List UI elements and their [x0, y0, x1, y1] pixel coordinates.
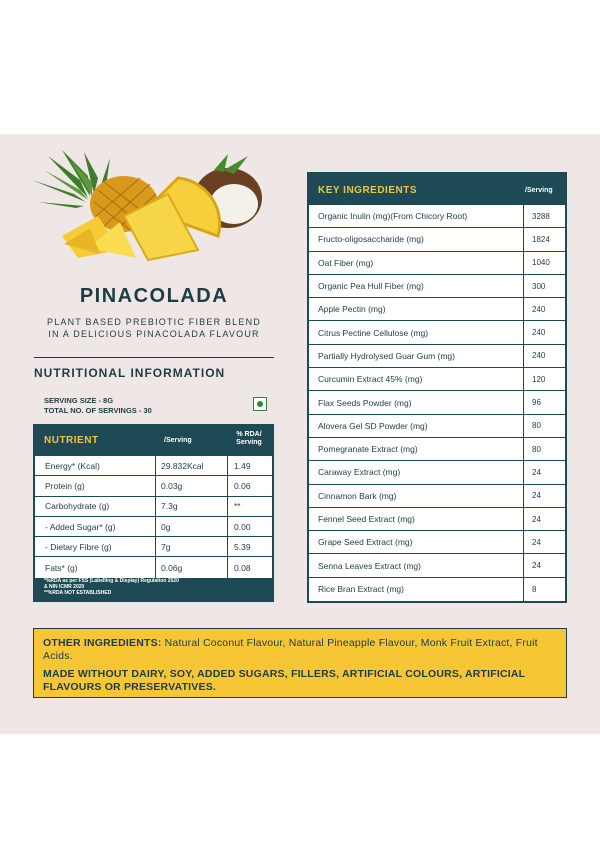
- nutrient-column-header: NUTRIENT: [44, 435, 99, 446]
- ingredient-name-cell: Pomegranate Extract (mg): [309, 438, 524, 460]
- nutrition-section-title: NUTRITIONAL INFORMATION: [34, 366, 226, 380]
- ingredient-name-cell: Alovera Gel SD Powder (mg): [309, 415, 524, 437]
- other-ingredients-label: OTHER INGREDIENTS:: [43, 637, 162, 649]
- ingredient-name-cell: Apple Pectin (mg): [309, 298, 524, 320]
- product-name: PINACOLADA: [79, 285, 229, 307]
- ingredient-name-cell: Fructo-oligosaccharide (mg): [309, 228, 524, 250]
- other-ingredients-text: [43, 637, 557, 663]
- table-row: [35, 557, 272, 577]
- ingredient-value-cell: 300: [532, 281, 546, 291]
- ingredient-value-cell: 24: [532, 491, 541, 501]
- ingredient-value-cell: 80: [532, 421, 541, 431]
- free-from-claim: [43, 668, 557, 694]
- ingredient-value-cell: 96: [532, 398, 541, 408]
- ingredient-value-cell: 24: [532, 514, 541, 524]
- serving-value-cell: 0.03g: [156, 476, 228, 495]
- section-divider: [34, 357, 274, 358]
- ingredient-value-cell: 1824: [532, 234, 550, 244]
- product-subtitle: [28, 316, 280, 340]
- rda-value-cell: 0.00: [234, 521, 251, 532]
- rda-column-header: [229, 431, 269, 447]
- table-row: [309, 228, 565, 251]
- nutrient-name-cell: Energy* (Kcal): [35, 456, 156, 475]
- nutrition-footnote: [44, 578, 179, 596]
- table-row: [309, 391, 565, 414]
- serving-value-cell: 29.832Kcal: [156, 456, 228, 475]
- nutrient-name-cell: - Dietary Fibre (g): [35, 537, 156, 556]
- table-row: [309, 438, 565, 461]
- ingredient-value-cell: 240: [532, 304, 546, 314]
- rda-header-line1: % RDA/: [236, 431, 262, 438]
- serving-column-header: /Serving: [164, 437, 192, 444]
- ingredient-value-cell: 8: [532, 584, 537, 594]
- ingredient-name-cell: Partially Hydrolysed Guar Gum (mg): [309, 345, 524, 367]
- table-row: [35, 517, 272, 537]
- ingredient-name-cell: Grape Seed Extract (mg): [309, 531, 524, 553]
- footnote-line3: **%RDA NOT ESTABLISHED: [44, 590, 112, 596]
- veg-mark-icon: [253, 397, 267, 411]
- table-row: [309, 415, 565, 438]
- other-ingredients-list: Natural Coconut Flavour, Natural Pineapple Flavour, Monk Fruit Extract, Fruit Acids.: [43, 637, 538, 662]
- pineapple-coconut-illustration: [28, 150, 264, 266]
- nutrient-name-cell: - Added Sugar* (g): [35, 517, 156, 536]
- ingredient-value-cell: 240: [532, 351, 546, 361]
- rda-value-cell: **: [234, 501, 241, 512]
- table-row: [309, 485, 565, 508]
- table-row: [309, 578, 565, 601]
- ingredient-name-cell: Flax Seeds Powder (mg): [309, 391, 524, 413]
- ingredient-value-cell: 24: [532, 467, 541, 477]
- table-row: [309, 345, 565, 368]
- table-row: [35, 497, 272, 517]
- key-ingredients-header: [307, 172, 567, 205]
- key-serving-header: /Serving: [525, 187, 553, 194]
- serving-value-cell: 0g: [156, 517, 228, 536]
- nutrient-name-cell: Protein (g): [35, 476, 156, 495]
- serving-value-cell: 7.3g: [156, 497, 228, 516]
- ingredient-name-cell: Organic Inulin (mg)(From Chicory Root): [309, 205, 524, 227]
- ingredient-value-cell: 24: [532, 537, 541, 547]
- key-ingredients-table: [307, 172, 567, 603]
- table-row: [309, 554, 565, 577]
- serving-info: [44, 396, 152, 416]
- table-row: [309, 531, 565, 554]
- product-subtitle-line2: IN A DELICIOUS PINACOLADA FLAVOUR: [48, 329, 260, 339]
- product-subtitle-line1: PLANT BASED PREBIOTIC FIBER BLEND: [47, 317, 261, 327]
- other-ingredients-box: [33, 628, 567, 698]
- nutrient-name-cell: Fats* (g): [35, 557, 156, 577]
- table-row: [309, 252, 565, 275]
- ingredient-name-cell: Curcumin Extract 45% (mg): [309, 368, 524, 390]
- ingredient-value-cell: 120: [532, 374, 546, 384]
- ingredient-name-cell: Caraway Extract (mg): [309, 461, 524, 483]
- ingredient-name-cell: Oat Fiber (mg): [309, 252, 524, 274]
- rda-value-cell: 1.49: [234, 460, 251, 471]
- table-row: [309, 205, 565, 228]
- key-ingredients-title: KEY INGREDIENTS: [318, 185, 417, 196]
- table-row: [309, 298, 565, 321]
- table-row: [35, 476, 272, 496]
- total-servings: TOTAL NO. OF SERVINGS - 30: [44, 406, 152, 415]
- ingredient-value-cell: 1040: [532, 258, 550, 268]
- serving-value-cell: 7g: [156, 537, 228, 556]
- footnote-line1: *%RDA as per FSS (Labelling & Display) Regulation 2020: [44, 578, 179, 584]
- ingredient-value-cell: 240: [532, 328, 546, 338]
- key-ingredients-body: [309, 205, 565, 601]
- ingredient-name-cell: Cinnamon Bark (mg): [309, 485, 524, 507]
- rda-value-cell: 0.06: [234, 480, 251, 491]
- serving-value-cell: 0.06g: [156, 557, 228, 577]
- table-row: [309, 368, 565, 391]
- ingredient-value-cell: 80: [532, 444, 541, 454]
- ingredient-name-cell: Fennel Seed Extract (mg): [309, 508, 524, 530]
- ingredient-value-cell: 3288: [532, 211, 550, 221]
- table-row: [35, 537, 272, 557]
- rda-header-line2: Serving: [236, 439, 262, 446]
- nutrient-name-cell: Carbohydrate (g): [35, 497, 156, 516]
- rda-value-cell: 0.08: [234, 562, 251, 573]
- rda-value-cell: 5.39: [234, 541, 251, 552]
- footnote-line2: & NIN ICMR 2020: [44, 584, 85, 590]
- table-row: [35, 456, 272, 476]
- serving-size: SERVING SIZE - 8G: [44, 396, 114, 405]
- table-row: [309, 461, 565, 484]
- nutrition-table: [33, 424, 274, 602]
- ingredient-name-cell: Senna Leaves Extract (mg): [309, 554, 524, 576]
- ingredient-name-cell: Organic Pea Hull Fiber (mg): [309, 275, 524, 297]
- ingredient-name-cell: Citrus Pectine Cellulose (mg): [309, 321, 524, 343]
- ingredient-value-cell: 24: [532, 561, 541, 571]
- table-row: [309, 508, 565, 531]
- ingredient-name-cell: Rice Bran Extract (mg): [309, 578, 524, 601]
- table-row: [309, 275, 565, 298]
- nutrition-table-header: [33, 424, 274, 456]
- table-row: [309, 321, 565, 344]
- free-from-claim-text: MADE WITHOUT DAIRY, SOY, ADDED SUGARS, FILLERS, ARTIFICIAL COLOURS, ARTIFICIAL FLAVOURS OR PRESERVATIVES.: [43, 668, 526, 693]
- nutrition-table-body: [35, 456, 272, 578]
